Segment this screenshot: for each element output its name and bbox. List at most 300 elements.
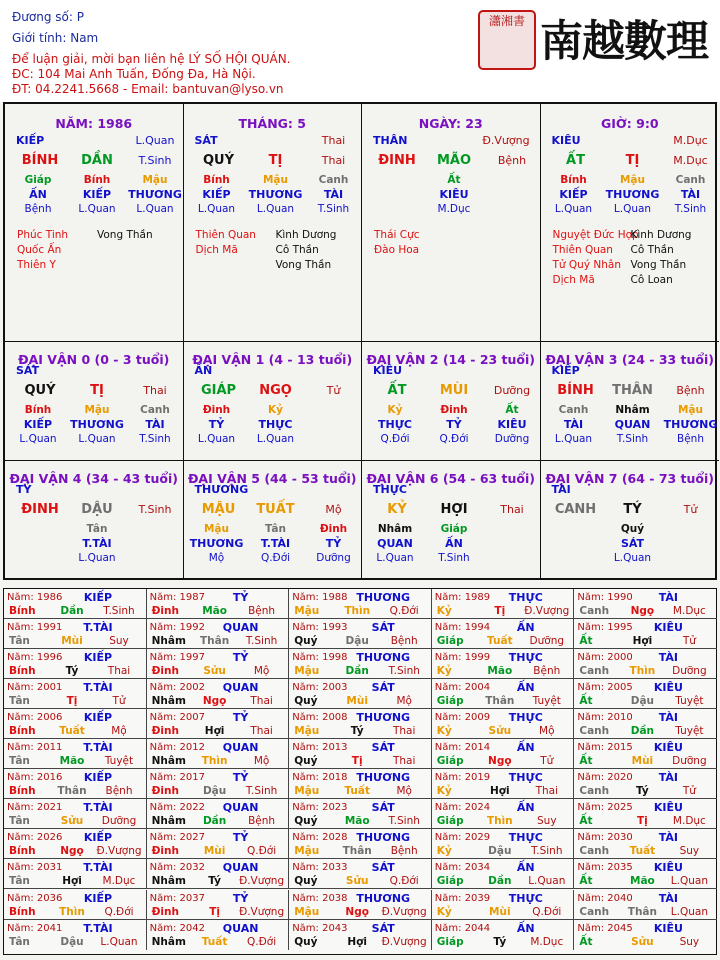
year-cell [147,649,290,679]
year-cell [289,649,432,679]
hidden-stem: Đinh [202,404,231,416]
year-stage: Đ.Vượng [381,905,427,918]
pillar-top-god: KIẾP [551,364,580,377]
hidden-god: QUAN [377,537,413,550]
year-label: Năm: 2030 [577,832,633,844]
year-stage: Bệnh [248,605,276,617]
year-cell [574,619,717,649]
pillar-title: ĐẠI VẬN 5 (44 - 53 tuổi) [187,471,357,486]
year-label: Năm: 2025 [577,802,633,814]
star-name: Đào Hoa [374,244,420,256]
year-cell [289,829,432,859]
year-god: THƯƠNG [356,711,411,725]
hidden-stem: Kỷ [268,404,283,416]
year-label: Năm: 2018 [292,772,348,784]
year-god: T.TÀI [83,801,113,815]
hidden-stem: Đinh [440,404,468,416]
year-god: THƯƠNG [356,651,411,665]
year-stem: Canh [579,845,610,858]
year-cell [574,799,717,829]
hidden-god: TỶ [325,537,342,550]
year-branch: Sửu [345,875,369,888]
year-stem: Mậu [294,725,320,738]
year-stem: Tân [9,635,30,648]
year-label: Năm: 1993 [292,622,348,634]
year-cell [574,769,717,799]
hidden-stem: Canh [318,174,349,186]
year-cell [147,589,290,619]
year-cell [289,739,432,769]
contact-line: Để luận giải, mời bạn liên hệ LÝ SỐ HỘI QUÁN. [12,52,291,66]
year-cell [4,679,147,709]
year-cell [4,709,147,739]
year-stem: Giáp [436,935,464,948]
star-name: Thiên Quan [195,229,256,241]
year-cell [147,920,290,950]
year-stage: Mộ [253,665,270,678]
year-cell [147,619,290,649]
hidden-god: T.TÀI [82,537,112,550]
year-stage: Thai [107,665,131,678]
year-label: Năm: 1987 [149,592,205,603]
hidden-stem: Mậu [203,523,229,535]
year-branch: Tị [209,905,220,918]
year-cell [147,739,290,769]
year-stage: Bệnh [248,815,276,828]
year-cell [432,739,575,769]
year-stage: L.Quan [670,905,708,918]
year-cell [4,799,147,829]
year-stem: Mậu [294,605,320,617]
year-god: TÀI [658,711,679,725]
year-label: Năm: 1986 [7,592,63,603]
year-stage: Q.Đới [532,905,562,918]
pillar-cell [5,342,184,461]
hidden-god: QUAN [614,418,651,431]
year-cell [432,769,575,799]
earthly-branch: TUẤT [256,502,295,517]
year-stage: T.Sinh [245,785,278,798]
year-label: Năm: 2004 [434,682,491,694]
hidden-stage: T.Sinh [139,433,171,445]
year-stage: Dưỡng [101,815,137,828]
hidden-god: THƯƠNG [128,188,182,201]
star-name: Dịch Mã [552,274,595,286]
year-cell [432,829,575,859]
year-god: THỰC [508,651,543,665]
year-cell [574,649,717,679]
hidden-stage: L.Quan [19,433,57,445]
year-label: Năm: 2032 [149,862,205,874]
pillar-top-god: KIẾP [16,134,45,147]
gender-line: Giới tính: Nam [12,31,99,45]
hidden-stage: L.Quan [554,203,593,215]
year-cell [432,619,575,649]
hidden-stage: L.Quan [78,433,116,445]
year-god: KIÊU [653,741,683,755]
life-stage: Bệnh [497,154,527,167]
hidden-stem: Ất [447,174,461,186]
heavenly-stem: ĐINH [21,502,59,517]
hidden-stage: L.Quan [613,552,652,564]
year-stem: Quý [294,815,318,828]
star-name: Vong Thần [630,259,687,271]
hidden-stage: L.Quan [197,433,236,445]
year-god: T.TÀI [83,861,113,875]
year-stem: Đinh [151,605,179,617]
year-stage: Bệnh [105,785,133,798]
year-branch: Dần [345,665,369,678]
pillar-title: NGÀY: 23 [418,116,483,131]
hidden-stem: Mậu [262,174,288,186]
star-name: Tử Quý Nhân [552,259,621,271]
hidden-stage: Q.Đới [260,552,291,564]
year-stage: T.Sinh [245,635,278,648]
year-god: QUAN [222,801,259,815]
year-cell [147,709,290,739]
hidden-stage: L.Quan [256,203,295,215]
year-cell [147,890,290,920]
year-stem: Kỷ [436,665,452,678]
year-stem: Bính [9,725,36,738]
year-god: KIẾP [83,711,113,725]
year-stage: Suy [109,635,129,648]
year-stem: Mậu [294,785,320,798]
heavenly-stem: CANH [554,502,597,517]
life-stage: Thai [321,154,346,167]
hidden-stage: L.Quan [78,552,116,564]
year-god: TỶ [232,711,249,725]
year-god: SÁT [371,801,395,815]
earthly-branch: DẦN [81,153,113,168]
year-label: Năm: 2017 [149,772,205,784]
year-stage: Bệnh [390,635,418,648]
year-stage: Q.Đới [247,845,277,858]
year-branch: Dần [202,815,227,828]
year-branch: Mùi [489,905,511,918]
hidden-stage: Dưỡng [316,552,351,564]
year-branch: Sửu [631,935,654,948]
year-god: SÁT [371,741,395,755]
year-label: Năm: 2003 [292,682,348,694]
year-branch: Tị [351,755,363,768]
life-stage: Mộ [325,503,342,516]
hidden-stem: Giáp [440,523,468,535]
year-stem: Nhâm [151,695,186,708]
pillar-title: THÁNG: 5 [238,116,306,131]
year-branch: Dậu [630,695,655,708]
year-label: Năm: 2010 [577,712,633,724]
year-branch: Sửu [60,815,84,828]
year-stem: Đinh [151,785,179,798]
pillar-title: ĐẠI VẬN 2 (14 - 23 tuổi) [366,352,536,367]
life-stage: Tử [683,503,698,516]
hidden-stage: Q.Đới [380,433,410,445]
year-cell [574,739,717,769]
pillar-cell [362,104,541,342]
year-label: Năm: 2036 [7,892,63,904]
year-stem: Canh [579,605,610,617]
year-label: Năm: 2043 [292,922,348,934]
life-stage: M.Dục [673,154,708,167]
pillar-cell [541,104,720,342]
hidden-stem: Canh [558,404,589,416]
year-god: TỶ [232,771,249,785]
year-god: ẤN [516,741,535,755]
year-cell [432,649,575,679]
earthly-branch: HỢI [440,502,468,517]
year-god: ẤN [516,681,535,695]
heavenly-stem: GIÁP [200,383,237,398]
year-branch: Thìn [344,605,371,617]
year-label: Năm: 1997 [149,652,205,664]
year-label: Năm: 1996 [7,652,63,664]
year-god: THƯƠNG [356,591,411,604]
year-god: TỶ [232,831,249,845]
hidden-stage: Dưỡng [494,433,530,445]
year-cell [289,890,432,920]
year-god: T.TÀI [83,921,113,935]
hidden-stem: Bính [560,174,587,186]
year-cell [289,709,432,739]
pillar-cell [362,342,541,461]
star-name: Cô Thần [275,244,319,256]
year-stem: Mậu [294,905,320,918]
star-name: Thiên Quan [552,244,613,256]
phone-email-line: ĐT: 04.2241.5668 - Email: bantuvan@lyso.vn [12,82,284,96]
header [0,0,720,102]
heavenly-stem: BÍNH [21,153,59,168]
year-stem: Tân [9,875,30,888]
red-seal-logo: 瀟湘書 [478,10,536,70]
year-branch: Ngọ [630,605,655,617]
year-label: Năm: 2008 [292,712,348,724]
year-label: Năm: 2029 [434,832,491,844]
year-label: Năm: 2007 [149,712,205,724]
year-cell [574,859,717,889]
year-branch: Mão [59,755,85,768]
year-god: ẤN [516,921,535,935]
year-stage: L.Quan [670,875,708,888]
year-branch: Mão [202,605,227,617]
year-cell [4,739,147,769]
year-god: QUAN [222,621,259,635]
year-label: Năm: 2023 [292,802,348,814]
year-stem: Ất [579,935,593,948]
year-stem: Kỷ [436,785,452,798]
life-stage: Thai [143,384,167,397]
star-name: Thiên Y [17,259,56,271]
heavenly-stem: QUÝ [202,153,235,168]
year-stem: Bính [9,605,36,617]
year-cell [289,589,432,619]
year-cell [289,679,432,709]
hidden-god: SÁT [620,537,645,550]
year-cell [574,890,717,920]
hidden-stage: L.Quan [136,203,174,215]
year-stem: Nhâm [151,815,186,828]
pillar-title: ĐẠI VẬN 4 (34 - 43 tuổi) [9,471,179,486]
year-stage: Thai [250,725,273,738]
year-stem: Giáp [436,695,464,708]
earthly-branch: TỊ [90,383,104,398]
earthly-branch: DẬU [81,502,113,517]
year-branch: Tị [494,605,506,617]
year-label: Năm: 1989 [434,592,491,603]
year-stem: Đinh [151,845,179,858]
year-stage: Tử [682,635,696,648]
year-branch: Hợi [632,635,653,648]
hidden-stage: L.Quan [613,203,652,215]
life-stage: T.Sinh [138,154,172,167]
hidden-god: THƯƠNG [70,418,124,431]
hidden-stage: L.Quan [376,552,414,564]
year-branch: Thìn [486,815,513,828]
year-branch: Tuất [201,935,228,948]
hidden-stage: T.Sinh [616,433,649,445]
year-cell [147,799,290,829]
hidden-stage: T.Sinh [317,203,350,215]
year-branch: Ngọ [488,755,512,768]
pillar-cell [5,461,184,580]
year-stem: Kỷ [436,905,452,918]
year-branch: Thân [199,635,230,648]
hidden-god: KIẾP [82,188,112,201]
year-god: KIẾP [83,591,113,604]
earthly-branch: MÙI [439,383,469,398]
hidden-god: ẤN [29,188,47,201]
hidden-stage: L.Quan [78,203,116,215]
year-god: KIẾP [83,891,113,905]
owner-line: Đương số: P [12,10,84,24]
year-cell [432,679,575,709]
year-stem: Quý [294,635,318,648]
hidden-god: KIẾP [559,188,588,201]
year-stage: T.Sinh [388,665,420,678]
year-branch: Thân [57,785,87,798]
year-cell [432,890,575,920]
pillar-top-god: KIÊU [551,134,581,147]
year-label: Năm: 2002 [149,682,205,694]
year-cell [574,920,717,950]
star-name: Nguyệt Đức Hợp [552,229,639,241]
year-god: QUAN [222,741,259,755]
hidden-god: KIÊU [497,418,527,431]
year-cell [574,829,717,859]
hidden-stage: L.Quan [256,433,295,445]
year-god: TÀI [658,771,679,785]
year-god: TÀI [658,891,679,905]
star-name: Vong Thần [275,259,332,271]
year-god: SÁT [371,621,395,635]
year-stage: Đ.Vượng [239,875,285,888]
hidden-god: THỰC [258,418,293,431]
year-cell [4,859,147,889]
heavenly-stem: ĐINH [378,153,416,168]
year-stage: Tử [112,695,126,708]
hidden-stem: Bính [24,404,52,416]
year-label: Năm: 1990 [577,592,633,603]
year-label: Năm: 2037 [149,892,205,904]
year-branch: Tý [636,785,649,798]
year-stem: Ất [579,815,593,828]
hidden-stage: Bệnh [24,203,52,215]
year-god: T.TÀI [83,621,113,635]
year-stem: Nhâm [151,755,186,768]
year-stem: Canh [579,725,610,738]
year-stage: M.Dục [530,935,564,948]
year-label: Năm: 1988 [292,592,348,603]
pillar-top-god: ẤN [194,364,213,377]
year-stem: Kỷ [436,605,452,617]
year-branch: Ngọ [202,695,227,708]
year-branch: Tuất [629,845,656,858]
year-stem: Canh [579,785,610,798]
year-cell [432,920,575,950]
year-cell [4,890,147,920]
year-god: KIẾP [83,651,113,665]
year-branch: Thân [342,845,372,858]
hidden-stem: Quý [620,523,645,535]
year-god: TỶ [232,591,249,604]
hidden-stem: Mậu [84,404,110,416]
year-god: KIÊU [653,861,683,875]
star-name: Quốc Ấn [17,244,62,256]
pillar-cell [541,342,720,461]
year-label: Năm: 2035 [577,862,633,874]
year-stem: Bính [9,845,36,858]
hidden-god: TỶ [446,418,462,431]
year-branch: Dậu [60,935,84,948]
year-stage: Đ.Vượng [96,845,142,858]
hidden-god: TÀI [323,188,344,201]
year-stage: T.Sinh [388,815,420,828]
hidden-god: TÀI [563,418,584,431]
year-stem: Mậu [294,665,320,678]
year-label: Năm: 2044 [434,922,491,934]
year-stem: Giáp [436,755,464,768]
year-stem: Ất [579,755,593,768]
year-label: Năm: 2001 [7,682,63,694]
year-label: Năm: 2026 [7,832,63,844]
hidden-stem: Kỷ [387,404,403,416]
hidden-god: TÀI [680,188,701,201]
hidden-stage: Bệnh [677,433,704,445]
hidden-stage: Mộ [208,552,225,564]
hidden-stem: Ất [505,404,519,416]
year-god: THƯƠNG [356,831,411,845]
year-branch: Dậu [345,635,369,648]
pillar-top-god: TÀI [551,483,571,496]
year-god: T.TÀI [83,681,113,695]
year-stage: Tuyệt [104,755,134,768]
year-cell [147,829,290,859]
year-branch: Tý [208,875,221,888]
year-label: Năm: 2020 [577,772,633,784]
year-branch: Mùi [346,695,368,708]
year-branch: Ngọ [345,905,369,918]
year-cell [147,679,290,709]
year-stem: Kỷ [436,845,452,858]
year-label: Năm: 2024 [434,802,491,814]
earthly-branch: THÂN [612,383,653,398]
year-branch: Thìn [201,755,228,768]
year-stage: Tử [540,755,554,768]
year-label: Năm: 1992 [149,622,205,634]
year-label: Năm: 1998 [292,652,348,664]
year-branch: Mão [344,815,370,828]
year-cell [147,769,290,799]
